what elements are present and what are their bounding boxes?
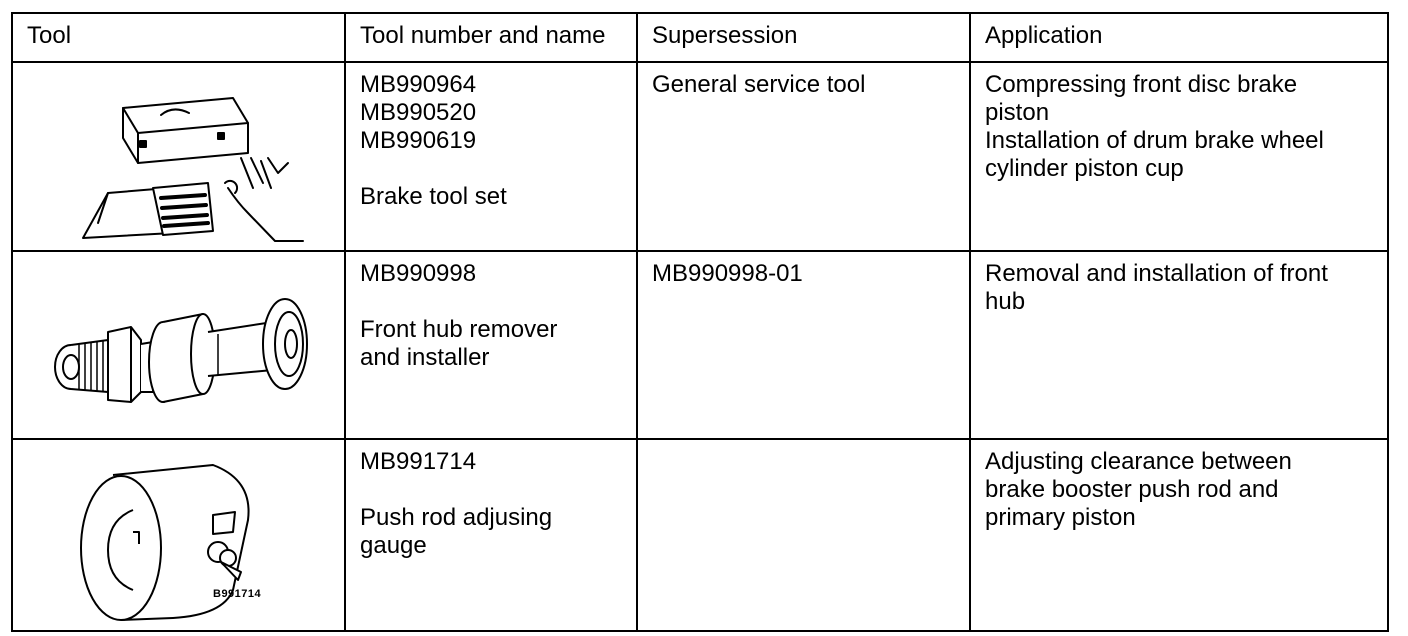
- special-tools-table: [11, 12, 1389, 632]
- brake-tool-set-icon: [13, 63, 343, 248]
- supersession-text: MB990998-01: [652, 260, 803, 287]
- application-cell: [970, 62, 1388, 251]
- application-text: primary piston: [985, 504, 1136, 531]
- application-text: brake booster push rod and: [985, 476, 1279, 503]
- tool-name: Push rod adjusing: [360, 504, 553, 531]
- application-cell: [970, 251, 1388, 439]
- tool-number: MB991714: [360, 448, 477, 475]
- tool-number-name-cell: [345, 439, 637, 631]
- tool-number: MB990998: [360, 260, 477, 287]
- supersession-cell: [637, 62, 970, 251]
- application-text: cylinder piston cup: [985, 155, 1184, 182]
- header-row: [12, 13, 1388, 62]
- application-cell: [970, 439, 1388, 631]
- header-application: Application: [970, 13, 1388, 62]
- application-text: Adjusting clearance between: [985, 448, 1292, 475]
- tool-number-name-cell: [345, 251, 637, 439]
- tool-number: MB990964: [360, 71, 477, 98]
- application-text: piston: [985, 99, 1050, 126]
- table-row: [12, 439, 1388, 631]
- header-supersession: Supersession: [637, 13, 970, 62]
- supersession-cell: [637, 439, 970, 631]
- image-caption: B991714: [213, 588, 262, 600]
- application-text: Installation of drum brake wheel: [985, 127, 1324, 154]
- header-tool: Tool: [12, 13, 345, 62]
- table-row: [12, 251, 1388, 439]
- application-text: Compressing front disc brake: [985, 71, 1298, 98]
- tool-name: Front hub remover: [360, 316, 558, 343]
- tool-name: gauge: [360, 532, 427, 559]
- tool-number: MB990520: [360, 99, 477, 126]
- tool-image-cell: [12, 251, 345, 439]
- application-text: hub: [985, 288, 1026, 315]
- tool-name: Brake tool set: [360, 183, 507, 210]
- tool-image-cell: [12, 439, 345, 631]
- push-rod-gauge-icon: [13, 440, 343, 625]
- tool-number-name-cell: [345, 62, 637, 251]
- application-text: Removal and installation of front: [985, 260, 1328, 287]
- table-row: [12, 62, 1388, 251]
- supersession-text: General service tool: [652, 71, 866, 98]
- tool-name: and installer: [360, 344, 490, 371]
- header-tool-number-name: Tool number and name: [345, 13, 637, 62]
- tool-number: MB990619: [360, 127, 477, 154]
- supersession-cell: [637, 251, 970, 439]
- tool-image-cell: [12, 62, 345, 251]
- front-hub-remover-icon: [13, 252, 343, 437]
